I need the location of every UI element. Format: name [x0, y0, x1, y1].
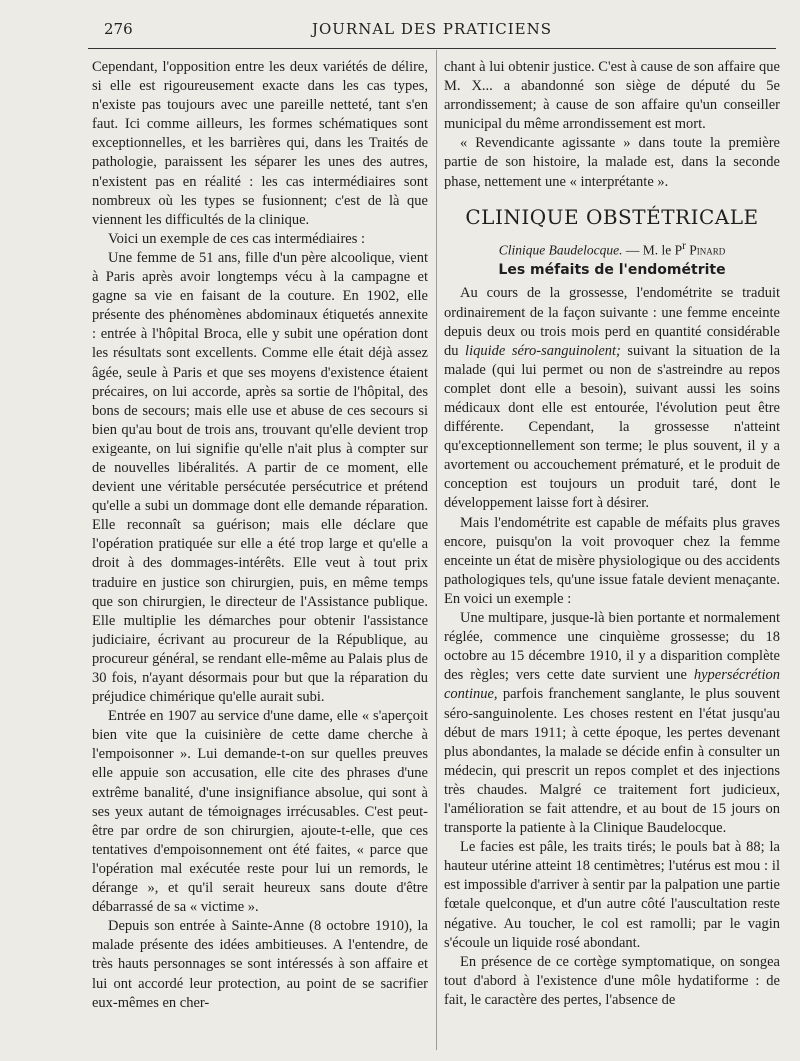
paragraph: chant à lui obtenir justice. C'est à cause de son affaire que M. X... a abandonné son siège de député du 5e arrondissement; à cause de son affaire qu'un conseiller municipal du même arrondissement est mort. — [444, 59, 780, 133]
paragraph: Depuis son entrée à Sainte-Anne (8 octobre 1910), la malade présente des idées ambitieuses. A l'entendre, de très hauts personnages se sont intéressés à son affaire et lui ont accordé leur protection, au point de se sacrifier eux-mêmes en cher- — [92, 918, 428, 1011]
page-header — [88, 18, 776, 49]
paragraph-emphasis: hypersécrétion continue, — [444, 667, 780, 703]
paragraph — [444, 609, 780, 838]
article-title: Les méfaits de l'endométrite — [498, 262, 726, 279]
paragraph-text: parfois franchement sanglante, le plus souvent séro-sanguinolente. Les choses restent en l'état jusqu'au début de mars 1911; à cette époque, les pertes devenant plus abondantes, la malade se décide enfin à consulter un médecin, qui prescrit un repos complet et des injections très chaudes. Malgré ce traitement fort judicieux, l'amélioration se fait attendre, et au bout de 15 jours on transporte la patiente à la Clinique Baudelocque. — [444, 686, 780, 837]
paragraph: Cependant, l'opposition entre les deux variétés de délire, si elle est rigoureusement exacte dans les cas types, n'existe pas toujours avec une pareille netteté, tant s'en faut. Ici comme ailleurs, les formes schématiques sont exceptionnelles, et les barrières qui, dans les Traités de pathologie, paraissent les séparer les unes des autres, n'existent pas en réalité : les cas intermédiaires sont nombreux où les types se fusionnent; c'est de là que viennent les difficultés de la clinique. — [92, 59, 428, 228]
paragraph: En présence de ce cortège symptomatique, on songea tout d'abord à l'existence d'une môle hydatiforme : de fait, le caractère des pertes, l'absence de — [444, 953, 780, 1008]
byline-venue: Clinique Baudelocque. — [498, 242, 623, 258]
page-number: 276 — [104, 20, 133, 38]
column-divider — [436, 50, 437, 1050]
byline-superscript: r — [682, 239, 686, 252]
paragraph: Voici un exemple de ces cas intermédiaires : — [108, 230, 366, 247]
paragraph: Mais l'endométrite est capable de méfaits plus graves encore, puisqu'on la voit provoquer chez la femme enceinte un état de misère physiologique ou des accidents pathologiques tels, qu'une issue fatale devient menaçante. En voici un exemple : — [444, 514, 780, 607]
byline-author: Pinard — [685, 242, 726, 258]
paragraph: « Revendicante agissante » dans toute la première partie de son histoire, la malade est, dans la seconde phase, nettement une « interprétante ». — [444, 135, 780, 190]
paragraph-text: Une multipare, jusque-là bien portante et normalement réglée, commence une cinquième grossesse; du 18 octobre au 15 décembre 1910, il y a disparition complète des règles; vers cette date survient une — [444, 610, 780, 684]
paragraph: Entrée en 1907 au service d'une dame, elle « s'aperçoit bien vite que la cuisinière de cette dame cherche à l'empoisonner ». Lui demande-t-on sur quelles preuves elle appuie son accusation, elle cite des phrases d'une extrême banalité, d'une insignifiance absolue, qui sont à ses yeux autant de témoignages irrécusables. C'est peut-être par ordre de son chirurgien, ajoute-t-elle, que ces tentatives d'empoisonnement ont été faites, « parce que l'opération mal exécutée reste pour lui un remords, le dérange », et qu'il serait heureux sans doute d'être débarrassé de sa « victime ». — [92, 708, 428, 916]
section-title: CLINIQUE OBSTÉTRICALE — [465, 204, 759, 229]
article-byline — [444, 237, 780, 260]
paragraph-text: suivant la situation de la malade (qui lui permet ou non de s'astreindre au repos complet dont elle a besoin), suivant aussi les soins médicaux dont elle est entourée, l'évolution peut être différente. Cependant, la grossesse n'atteint qu'exceptionnellement son terme; le plus souvent, il y a avortement ou accouchement prématuré, et le produit de conception est toujours un produit taré, dont le développement laisse fort à désirer. — [444, 342, 780, 512]
right-column — [444, 58, 780, 1048]
left-column — [92, 58, 428, 1048]
byline-dash: — M. le P — [622, 242, 683, 258]
paragraph — [444, 284, 780, 513]
paragraph-text: Au cours de la grossesse, l'endométrite se traduit ordinairement de la façon suivante : une femme enceinte depuis deux ou trois mois perd en quantité considérable du — [444, 285, 780, 359]
paragraph-emphasis: liquide séro-sanguinolent; — [465, 342, 621, 359]
journal-title: JOURNAL DES PRATICIENS — [311, 20, 553, 38]
paragraph: Le facies est pâle, les traits tirés; le pouls bat à 88; la hauteur utérine atteint 18 centimètres; l'utérus est mou : il est impossible d'arriver à sentir par la palpation une partie fœtale quelconque, et d'un autre côté l'auscultation reste négative. Au toucher, le col est ramolli; par le vagin s'écoule un liquide rosé abondant. — [444, 839, 780, 951]
paragraph: Une femme de 51 ans, fille d'un père alcoolique, vient à Paris après avoir longtemps vécu à la campagne et gagne sa vie en faisant de la couture. En 1902, elle présente des phénomènes abdominaux étiquetés annexite : entrée à l'hôpital Broca, elle y subit une opération dont les résultats sont excellents. Comme elle était déjà assez âgée, seule à Paris et que ses moyens d'existence étaient précaires, on lui accorde, après sa sortie de l'hôpital, des bons de secours; mais elle use et abuse de ces secours si bien qu'au bout de trois ans, trouvant qu'elle devient trop exigeante, on lui signifie qu'elle n'ait plus à compter sur de nouvelles libéralités. A partir de ce moment, elle devient une véritable persécutée persécutrice et prétend qu'elle a subi un dommage dont elle demande réparation. Elle reconnaît sa guérison; mais elle déclare que l'opération pratiquée sur elle a été trop large et qu'elle a droit à des dommages-intérêts. Elle veut à tout prix traduire en justice son chirurgien, puis, en même temps que son chirurgien, le directeur de l'Assistance publique. Elle multiplie les démarches pour obtenir l'assistance judiciaire, écrivant au procureur de la République, au procureur général, se rendant elle-même au Palais plus de 30 fois, n'ayant désormais pour but que la réparation du préjudice chimérique qu'elle aurait subi. — [92, 249, 428, 706]
